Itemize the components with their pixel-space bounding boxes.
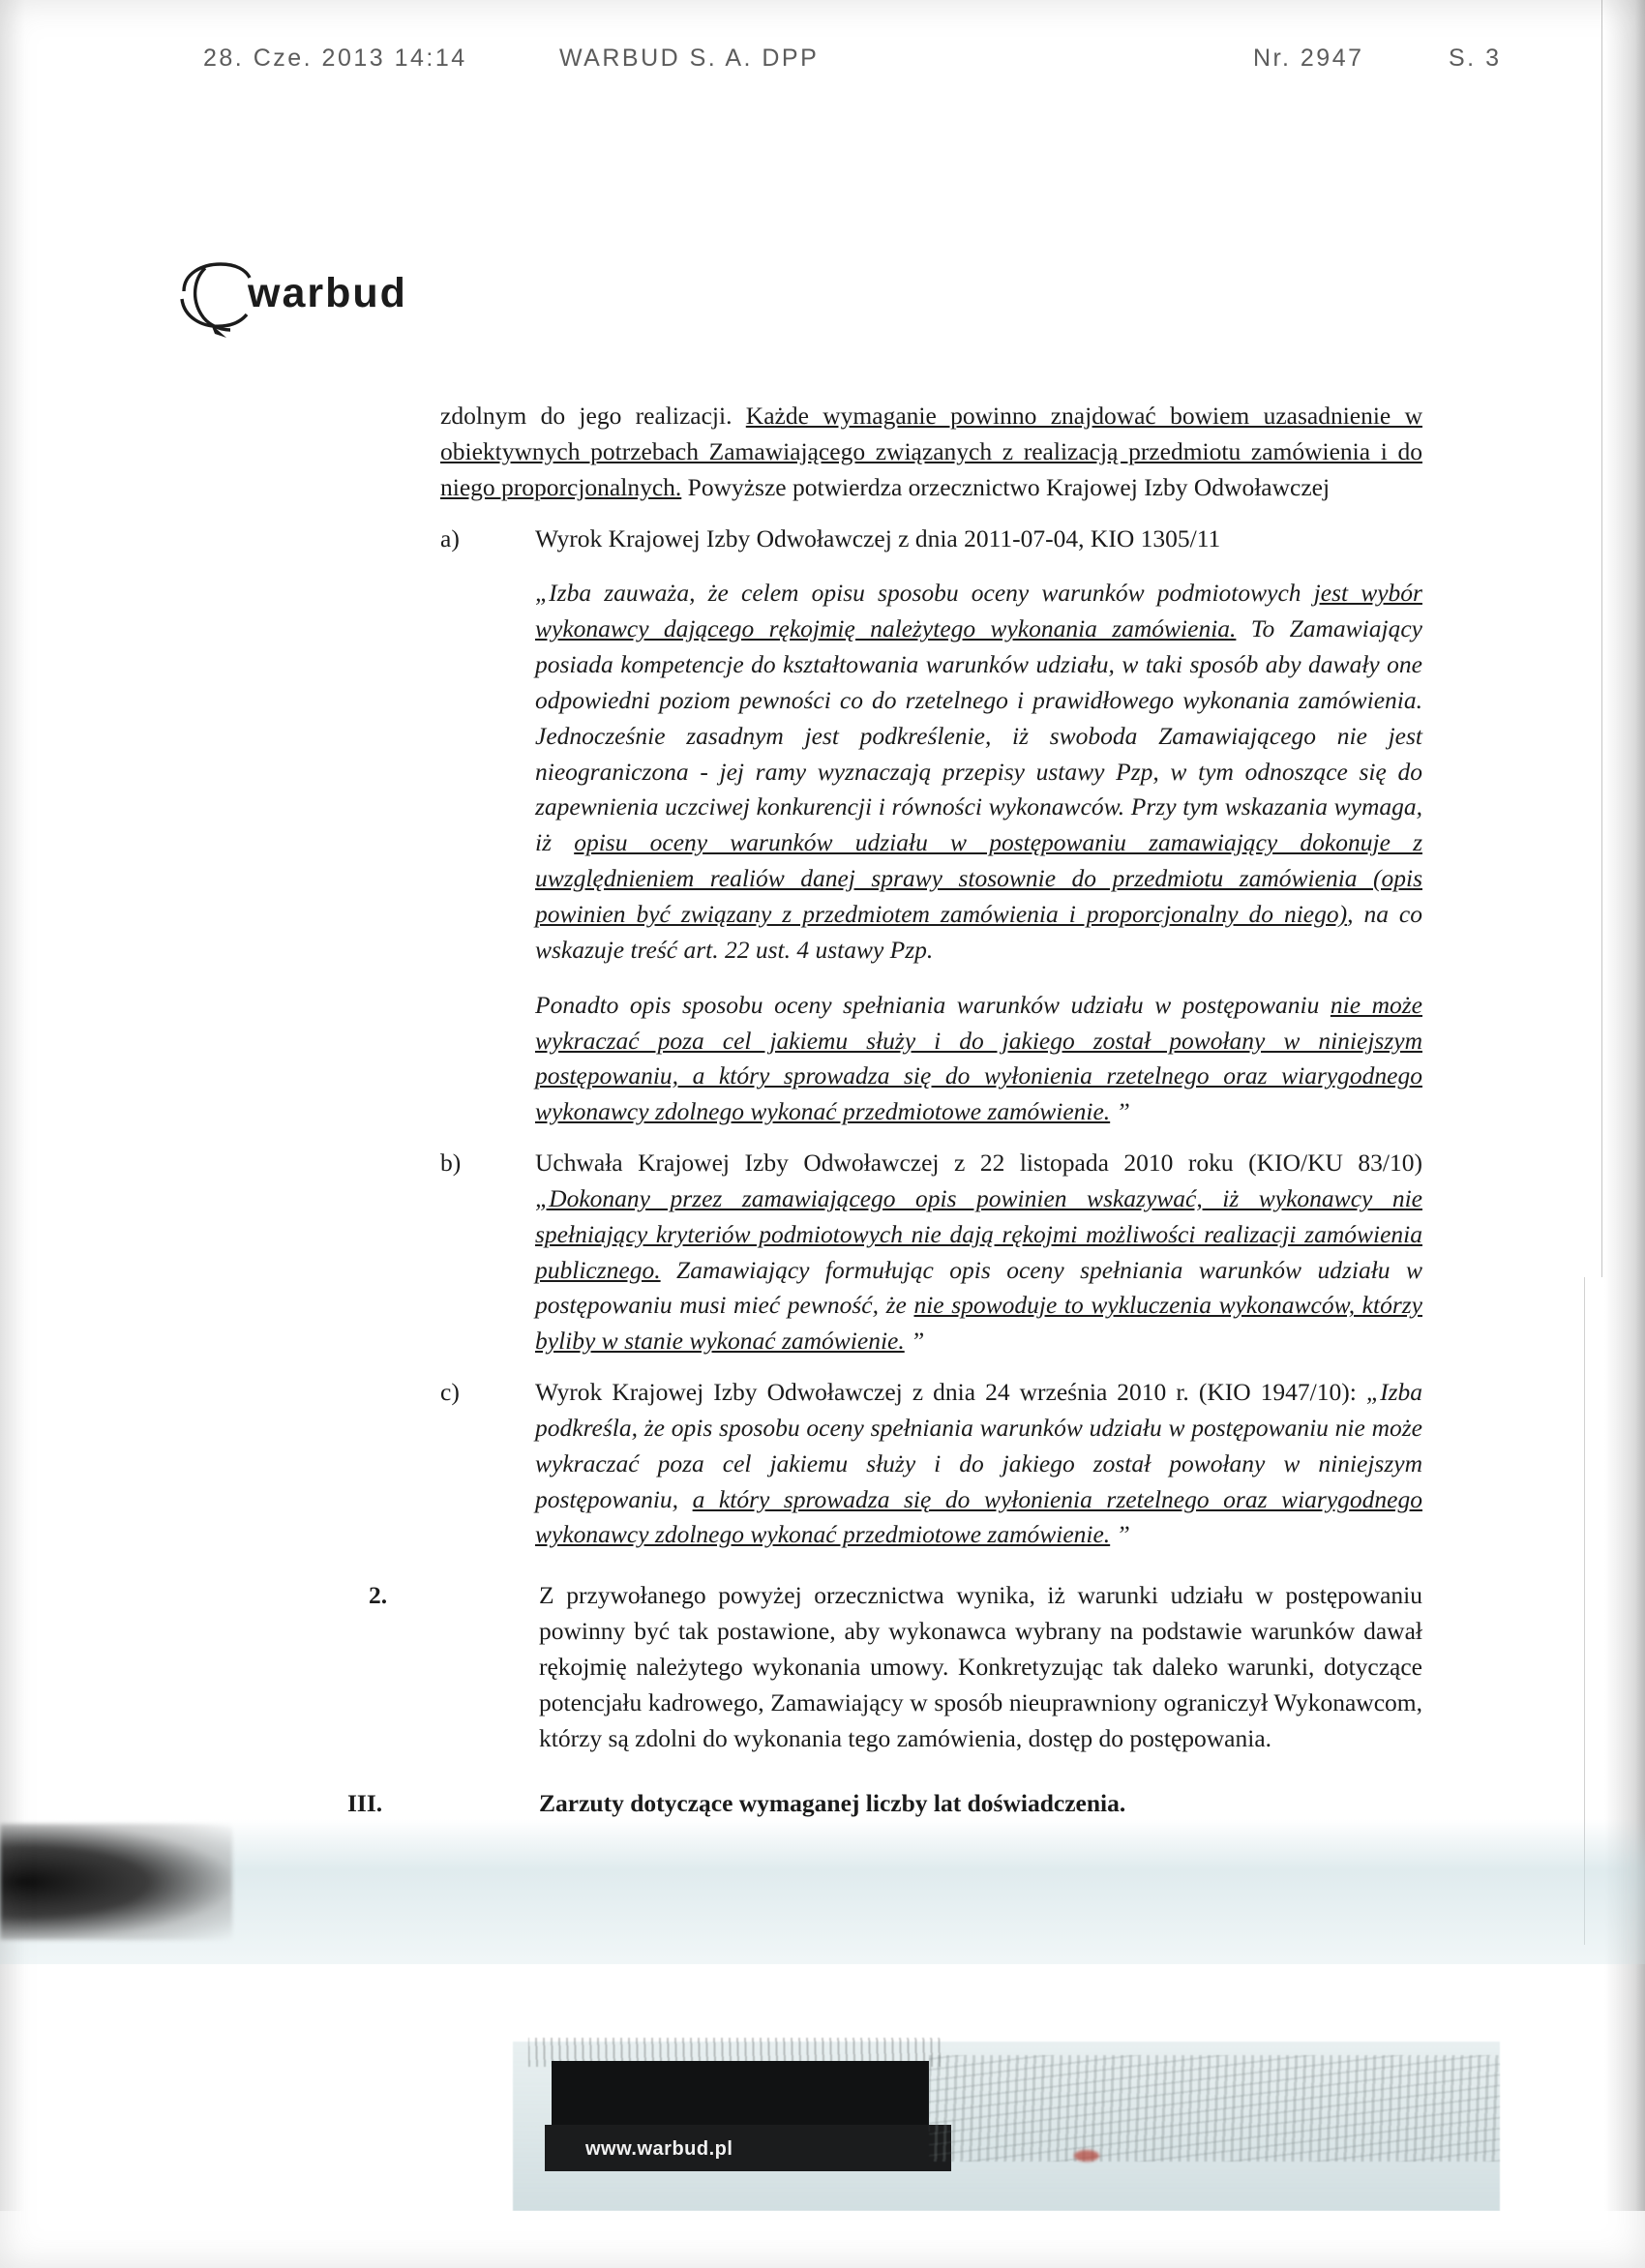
svg-text:warbud: warbud [248,270,407,316]
fax-sender: WARBUD S. A. DPP [559,45,820,72]
quote-b-part3: ” [904,1327,925,1356]
document-body [347,399,1423,1821]
fax-page: S. 3 [1449,45,1502,72]
list-marker-b: b) [440,1149,462,1178]
warbud-logo [176,256,495,343]
intro-underlined-text: Każde wymaganie powinno znajdować bowiem uzasadnienie w obiektywnych potrzebach Zamawiającego związanych z realizacją przedmiotu zamówienia i do niego proporcjonalnych. [440,402,1423,501]
intro-text-1: zdolnym do jego realizacji. [440,402,746,430]
page-bottom-margin [0,2211,1645,2268]
list-item-c [440,1375,1422,1553]
quote-b-underline2: nie spowoduje to wykluczenia wykonawców, którzy byliby w stanie wykonać zamówienie. [535,1291,1422,1356]
list-item-c-body [535,1375,1422,1553]
numbered-item-2-text: Z przywołanego powyżej orzecznictwa wynika, iż warunki udziału w postępowaniu powinny być tak postawione, aby wykonawca wybrany na podstawie warunków dawał rękojmię należytego wykonania umowy. Konkretyzując tak daleko warunki, dotyczące potencjału kadrowego, Zamawiający w sposób nieuprawniony ograniczył Wykonawcom, którzy są zdolni do wykonania tego zamówienia, dostęp do postępowania. [539,1581,1422,1752]
lead-c: Wyrok Krajowej Izby Odwoławczej z dnia 24 września 2010 r. (KIO 1947/10): [535,1378,1366,1407]
quote-a2-part2: ” [1110,1097,1130,1126]
list-item-a [440,522,1422,1131]
intro-paragraph [440,399,1422,506]
list-item-b-text [535,1146,1422,1359]
list-marker-c: c) [440,1378,460,1407]
quote-c-underline1: a który sprowadza się do wyłonienia rzetelnego oraz wiarygodnego wykonawcy zdolnego wykonać przedmiotowe zamówienie. [535,1484,1422,1549]
scan-smudge-left [0,1824,232,1940]
section-heading-iii [347,1786,1422,1822]
lead-b: Uchwała Krajowej Izby Odwoławczej z 22 listopada 2010 roku (KIO/KU 83/10) [535,1149,1422,1178]
list-item-c-text [535,1375,1422,1553]
quote-b-underline1: „Dokonany przez zamawiającego opis powinien wskazywać, iż wykonawcy nie spełniający kryteriów podmiotowych nie dają rękojmi możliwości realizacji zamówienia publicznego. [535,1183,1422,1284]
scan-artifact-line-upper [1601,0,1602,1277]
quote-a-underline2: opisu oceny warunków udziału w postępowaniu zamawiający dokonuje z uwzględnieniem realiów danej sprawy stosownie do przedmiotu zamówienia (opis powinien być związany z przedmiotem zamówienia i proporcjonalny do niego) [535,828,1422,928]
fax-number: Nr. 2947 [1253,45,1364,72]
list-marker-a: a) [440,523,460,552]
list-item-a-quote-2 [535,988,1422,1130]
footer-red-speck [1074,2150,1099,2162]
footer-noise-right [929,2055,1500,2162]
quote-c-part1: „Izba podkreśla, że opis sposobu oceny spełniania warunków udziału w postępowaniu nie może wykraczać poza cel jakiemu służy i do jakiego został powołany w niniejszym postępowaniu, [535,1378,1422,1513]
intro-text-2: Powyższe potwierdza orzecznictwo Krajowej Izby Odwoławczej [681,472,1331,501]
warbud-swoosh-icon [176,256,495,343]
quote-c-part2: ” [1110,1520,1130,1549]
footer-website-url: www.warbud.pl [585,2138,733,2160]
section-marker-iii: III. [347,1788,383,1817]
numbered-item-2 [369,1578,1422,1756]
quote-a-part2: To Zamawiający posiada kompetencje do kształtowania warunków udziału, w taki sposób aby dawały one odpowiedni poziom pewności co do rzetelnego i prawidłowego wykonania zamówienia. Jednocześnie zasadnym jest podkreślenie, iż swoboda Zamawiającego nie jest nieograniczona - jej ramy wyznaczają przepisy ustawy Pzp, w tym odnoszące się do zapewnienia uczciwej konkurencji i równości wykonawców. Przy tym wskazania wymaga, iż [535,614,1422,857]
quote-a-underline1: jest wybór wykonawcy dającego rękojmię należytego wykonania zamówienia. [535,579,1422,643]
quote-a2-part1: Ponadto opis sposobu oceny spełniania warunków udziału w postępowaniu [535,990,1331,1019]
quote-a2-underline1: nie może wykraczać poza cel jakiemu służy i do jakiego został powołany w niniejszym postępowaniu, a który sprowadza się do wyłonienia rzetelnego oraz wiarygodnego wykonawcy zdolnego wykonać przedmiotowe zamówienie. [535,990,1423,1126]
list-item-b-body [535,1146,1422,1359]
quote-a-part3: , na co wskazuje treść art. 22 ust. 4 ustawy Pzp. [535,899,1422,964]
list-item-a-quote-1 [535,576,1422,968]
fax-header-line [0,45,1645,77]
fax-date: 28. Cze. 2013 14:14 [203,45,467,72]
scan-smudge-band [0,1819,1645,1964]
quote-b-part2: Zamawiający formułując opis oceny spełniania warunków udziału w postępowaniu musi mieć pewność, że [535,1255,1422,1320]
list-item-a-body [535,522,1422,1131]
quote-a-part1: „Izba zauważa, że celem opisu sposobu oceny warunków podmiotowych [535,579,1314,608]
section-heading-iii-text: Zarzuty dotyczące wymaganej liczby lat doświadczenia. [539,1788,1126,1817]
list-item-a-lead: Wyrok Krajowej Izby Odwoławczej z dnia 2011-07-04, KIO 1305/11 [535,523,1221,552]
numbered-marker-2: 2. [369,1581,388,1610]
list-item-b [440,1146,1422,1359]
